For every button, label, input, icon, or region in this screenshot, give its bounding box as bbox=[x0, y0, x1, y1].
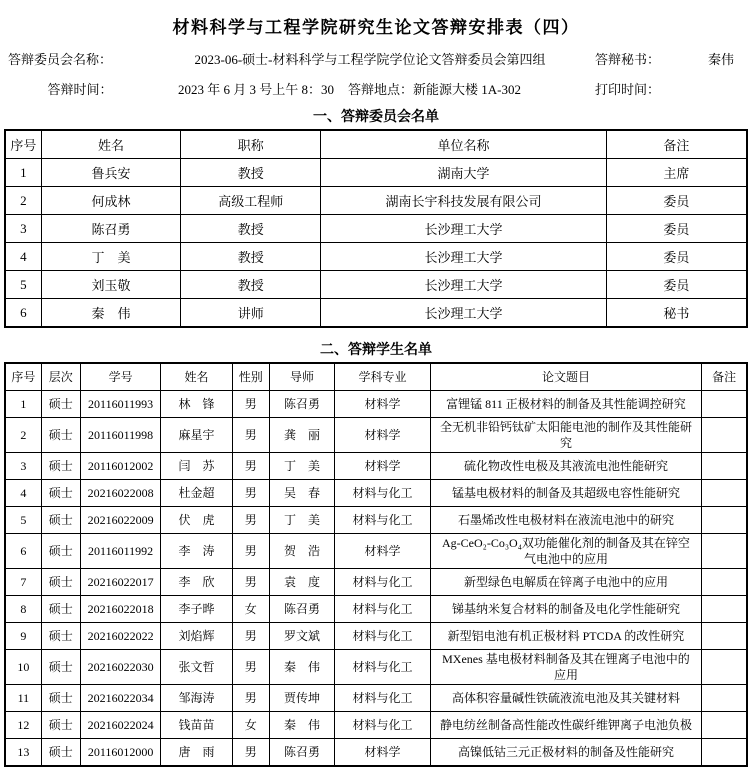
table-cell: 20216022017 bbox=[80, 569, 160, 596]
table-cell: 材料与化工 bbox=[335, 507, 431, 534]
table-cell: 材料与化工 bbox=[335, 650, 431, 685]
table-cell bbox=[702, 534, 747, 569]
table-cell: 9 bbox=[5, 623, 41, 650]
info-row-time bbox=[0, 73, 752, 103]
table-row bbox=[5, 391, 747, 418]
table-cell: 20216022034 bbox=[80, 685, 160, 712]
page-title: 材料科学与工程学院研究生论文答辩安排表（四） bbox=[172, 18, 580, 37]
table-cell: 材料学 bbox=[335, 391, 431, 418]
table-cell: 5 bbox=[5, 507, 41, 534]
table-cell: 1 bbox=[5, 391, 41, 418]
table-cell: 陈召勇 bbox=[269, 596, 334, 623]
table-cell: 20116011992 bbox=[80, 534, 160, 569]
table-cell: 13 bbox=[5, 739, 41, 767]
defense-time-location bbox=[160, 79, 580, 98]
table-cell: 罗文斌 bbox=[269, 623, 334, 650]
column-header: 层次 bbox=[41, 363, 80, 391]
table-cell: 吴 春 bbox=[269, 480, 334, 507]
table-cell: 6 bbox=[5, 534, 41, 569]
table-cell: 教授 bbox=[181, 243, 321, 271]
table-cell: 贺 浩 bbox=[269, 534, 334, 569]
secretary-label: 答辩秘书： bbox=[595, 51, 661, 67]
table-cell: 硕士 bbox=[41, 685, 80, 712]
table-cell: 男 bbox=[232, 418, 269, 453]
table-cell: 长沙理工大学 bbox=[321, 215, 607, 243]
table-cell: 男 bbox=[232, 569, 269, 596]
table-row bbox=[5, 418, 747, 453]
table-cell: 高镍低钴三元正极材料的制备及性能研究 bbox=[430, 739, 701, 767]
table-cell: 男 bbox=[232, 480, 269, 507]
table-cell: 材料与化工 bbox=[335, 712, 431, 739]
table-cell: 20216022030 bbox=[80, 650, 160, 685]
table-cell: 龚 丽 bbox=[269, 418, 334, 453]
table-cell: 2 bbox=[5, 187, 41, 215]
students-table bbox=[4, 362, 748, 767]
table-cell: 长沙理工大学 bbox=[321, 271, 607, 299]
table-cell: 杜金超 bbox=[161, 480, 232, 507]
defense-time-label: 答辩时间： bbox=[47, 81, 113, 97]
table-cell: 何成林 bbox=[41, 187, 181, 215]
table-cell: 10 bbox=[5, 650, 41, 685]
table-row bbox=[5, 271, 747, 299]
table-cell: 邹海涛 bbox=[161, 685, 232, 712]
table-cell: 20116012002 bbox=[80, 453, 160, 480]
table-cell: 新型绿色电解质在锌离子电池中的应用 bbox=[430, 569, 701, 596]
table-cell: 委员 bbox=[606, 243, 747, 271]
secretary-value: 秦伟 bbox=[707, 51, 734, 67]
table-cell bbox=[702, 418, 747, 453]
defense-location-value: 新能源大楼 1A-302 bbox=[413, 81, 521, 97]
table-cell: 唐 雨 bbox=[161, 739, 232, 767]
table-cell: 委员 bbox=[606, 271, 747, 299]
table-cell: 11 bbox=[5, 685, 41, 712]
table-cell: 男 bbox=[232, 650, 269, 685]
table-row bbox=[5, 453, 747, 480]
table-cell: 陈召勇 bbox=[269, 739, 334, 767]
defense-time-value: 2023 年 6 月 3 号上午 8：30 bbox=[178, 81, 335, 97]
table-cell: 材料学 bbox=[335, 534, 431, 569]
table-cell: 新型铝电池有机正极材料 PTCDA 的改性研究 bbox=[430, 623, 701, 650]
table-cell: 全无机非铅钙钛矿太阳能电池的制作及其性能研究 bbox=[430, 418, 701, 453]
column-header: 备注 bbox=[606, 130, 747, 159]
table-cell: 锑基纳米复合材料的制备及电化学性能研究 bbox=[430, 596, 701, 623]
table-cell bbox=[702, 453, 747, 480]
table-cell: 20216022018 bbox=[80, 596, 160, 623]
table-cell: 硕士 bbox=[41, 480, 80, 507]
table-cell: MXenes 基电极材料制备及其在锂离子电池中的应用 bbox=[430, 650, 701, 685]
table-cell: 6 bbox=[5, 299, 41, 328]
table-cell bbox=[702, 596, 747, 623]
table-cell: 湖南长宇科技发展有限公司 bbox=[321, 187, 607, 215]
table-cell: 贾传坤 bbox=[269, 685, 334, 712]
table-cell: 陈召勇 bbox=[269, 391, 334, 418]
table-cell: 男 bbox=[232, 623, 269, 650]
table-row bbox=[5, 159, 747, 187]
table-cell: 材料学 bbox=[335, 418, 431, 453]
table-cell: 硕士 bbox=[41, 712, 80, 739]
table-cell: 男 bbox=[232, 739, 269, 767]
column-header: 性别 bbox=[232, 363, 269, 391]
committee-name-label: 答辩委员会名称： bbox=[8, 51, 113, 67]
students-section-heading: 二、答辩学生名单 bbox=[320, 343, 432, 358]
table-cell: 男 bbox=[232, 507, 269, 534]
table-cell: 石墨烯改性电极材料在液流电池中的研究 bbox=[430, 507, 701, 534]
defense-location bbox=[348, 79, 521, 98]
table-cell: 长沙理工大学 bbox=[321, 299, 607, 328]
table-cell: 麻星宇 bbox=[161, 418, 232, 453]
table-cell: 李子晔 bbox=[161, 596, 232, 623]
table-cell: 闫 苏 bbox=[161, 453, 232, 480]
column-header: 备注 bbox=[702, 363, 747, 391]
table-row bbox=[5, 685, 747, 712]
info-row-committee bbox=[0, 43, 752, 73]
header-row bbox=[5, 130, 747, 159]
column-header: 姓名 bbox=[161, 363, 232, 391]
table-cell bbox=[702, 623, 747, 650]
table-cell: 5 bbox=[5, 271, 41, 299]
table-cell: 林 锋 bbox=[161, 391, 232, 418]
table-cell: 刘焰辉 bbox=[161, 623, 232, 650]
table-cell: 硕士 bbox=[41, 507, 80, 534]
table-cell: 12 bbox=[5, 712, 41, 739]
table-row bbox=[5, 623, 747, 650]
table-cell: Ag-CeO₂-Co₃O₄双功能催化剂的制备及其在锌空气电池中的应用 bbox=[430, 534, 701, 569]
table-cell: 20116012000 bbox=[80, 739, 160, 767]
table-cell: 硕士 bbox=[41, 418, 80, 453]
table-cell: 女 bbox=[232, 712, 269, 739]
column-header: 导师 bbox=[269, 363, 334, 391]
table-cell: 20216022008 bbox=[80, 480, 160, 507]
table-cell: 材料与化工 bbox=[335, 685, 431, 712]
table-cell: 教授 bbox=[181, 159, 321, 187]
print-time-label: 打印时间： bbox=[595, 81, 661, 97]
committee-section-heading: 一、答辩委员会名单 bbox=[313, 110, 439, 125]
table-cell: 主席 bbox=[606, 159, 747, 187]
table-cell: 秦 伟 bbox=[269, 712, 334, 739]
table-cell: 锰基电极材料的制备及其超级电容性能研究 bbox=[430, 480, 701, 507]
table-cell: 20116011998 bbox=[80, 418, 160, 453]
table-row bbox=[5, 596, 747, 623]
column-header: 职称 bbox=[181, 130, 321, 159]
table-row bbox=[5, 534, 747, 569]
table-cell: 20216022022 bbox=[80, 623, 160, 650]
table-cell: 讲师 bbox=[181, 299, 321, 328]
column-header: 序号 bbox=[5, 363, 41, 391]
table-cell: 3 bbox=[5, 215, 41, 243]
table-row bbox=[5, 480, 747, 507]
table-cell: 丁 美 bbox=[269, 507, 334, 534]
table-row bbox=[5, 187, 747, 215]
table-cell bbox=[702, 391, 747, 418]
table-cell: 李 涛 bbox=[161, 534, 232, 569]
column-header: 姓名 bbox=[41, 130, 181, 159]
table-cell: 教授 bbox=[181, 271, 321, 299]
table-cell: 李 欣 bbox=[161, 569, 232, 596]
table-cell: 7 bbox=[5, 569, 41, 596]
table-row bbox=[5, 650, 747, 685]
table-cell: 材料与化工 bbox=[335, 596, 431, 623]
table-cell: 富锂锰 811 正极材料的制备及其性能调控研究 bbox=[430, 391, 701, 418]
column-header: 学号 bbox=[80, 363, 160, 391]
table-cell: 静电纺丝制备高性能改性碳纤维钾离子电池负极 bbox=[430, 712, 701, 739]
table-cell: 材料与化工 bbox=[335, 480, 431, 507]
table-cell: 硕士 bbox=[41, 739, 80, 767]
table-row bbox=[5, 739, 747, 767]
table-cell: 秦 伟 bbox=[41, 299, 181, 328]
table-cell bbox=[702, 685, 747, 712]
table-cell bbox=[702, 712, 747, 739]
table-cell: 硕士 bbox=[41, 391, 80, 418]
table-cell: 3 bbox=[5, 453, 41, 480]
table-cell: 丁 美 bbox=[269, 453, 334, 480]
table-cell: 材料学 bbox=[335, 453, 431, 480]
table-row bbox=[5, 215, 747, 243]
table-row bbox=[5, 507, 747, 534]
table-cell: 1 bbox=[5, 159, 41, 187]
defense-location-label: 答辩地点： bbox=[348, 81, 414, 97]
table-cell: 硕士 bbox=[41, 569, 80, 596]
table-cell: 秦 伟 bbox=[269, 650, 334, 685]
table-cell: 教授 bbox=[181, 215, 321, 243]
table-cell: 秘书 bbox=[606, 299, 747, 328]
committee-name-value: 2023-06-硕士-材料科学与工程学院学位论文答辩委员会第四组 bbox=[194, 51, 546, 67]
table-cell bbox=[702, 650, 747, 685]
column-header: 单位名称 bbox=[321, 130, 607, 159]
table-cell: 4 bbox=[5, 243, 41, 271]
table-cell: 4 bbox=[5, 480, 41, 507]
column-header: 学科专业 bbox=[335, 363, 431, 391]
table-cell: 陈召勇 bbox=[41, 215, 181, 243]
table-cell bbox=[702, 507, 747, 534]
table-cell bbox=[702, 739, 747, 767]
table-cell: 高级工程师 bbox=[181, 187, 321, 215]
table-cell: 20116011993 bbox=[80, 391, 160, 418]
table-cell: 2 bbox=[5, 418, 41, 453]
table-cell: 8 bbox=[5, 596, 41, 623]
table-cell bbox=[702, 480, 747, 507]
table-cell: 刘玉敬 bbox=[41, 271, 181, 299]
table-cell: 女 bbox=[232, 596, 269, 623]
table-cell: 硕士 bbox=[41, 623, 80, 650]
table-cell: 袁 度 bbox=[269, 569, 334, 596]
table-cell: 钱苗苗 bbox=[161, 712, 232, 739]
table-row bbox=[5, 243, 747, 271]
table-cell: 材料与化工 bbox=[335, 623, 431, 650]
column-header: 论文题目 bbox=[430, 363, 701, 391]
table-cell: 湖南大学 bbox=[321, 159, 607, 187]
table-cell: 硕士 bbox=[41, 596, 80, 623]
table-cell: 伏 虎 bbox=[161, 507, 232, 534]
table-row bbox=[5, 569, 747, 596]
table-cell: 材料学 bbox=[335, 739, 431, 767]
table-row bbox=[5, 299, 747, 328]
committee-table bbox=[4, 129, 748, 328]
table-cell: 20216022024 bbox=[80, 712, 160, 739]
table-cell: 男 bbox=[232, 685, 269, 712]
table-row bbox=[5, 712, 747, 739]
table-cell: 丁 美 bbox=[41, 243, 181, 271]
table-cell: 硫化物改性电极及其液流电池性能研究 bbox=[430, 453, 701, 480]
table-cell: 长沙理工大学 bbox=[321, 243, 607, 271]
table-cell: 男 bbox=[232, 534, 269, 569]
table-cell: 鲁兵安 bbox=[41, 159, 181, 187]
table-cell: 男 bbox=[232, 453, 269, 480]
column-header: 序号 bbox=[5, 130, 41, 159]
table-cell: 硕士 bbox=[41, 650, 80, 685]
header-row bbox=[5, 363, 747, 391]
table-cell: 20216022009 bbox=[80, 507, 160, 534]
table-cell: 高体积容量碱性铁硫液流电池及其关键材料 bbox=[430, 685, 701, 712]
table-cell: 硕士 bbox=[41, 453, 80, 480]
table-cell: 硕士 bbox=[41, 534, 80, 569]
table-cell bbox=[702, 569, 747, 596]
table-cell: 委员 bbox=[606, 187, 747, 215]
table-cell: 张文哲 bbox=[161, 650, 232, 685]
table-cell: 材料与化工 bbox=[335, 569, 431, 596]
table-cell: 委员 bbox=[606, 215, 747, 243]
table-cell: 男 bbox=[232, 391, 269, 418]
